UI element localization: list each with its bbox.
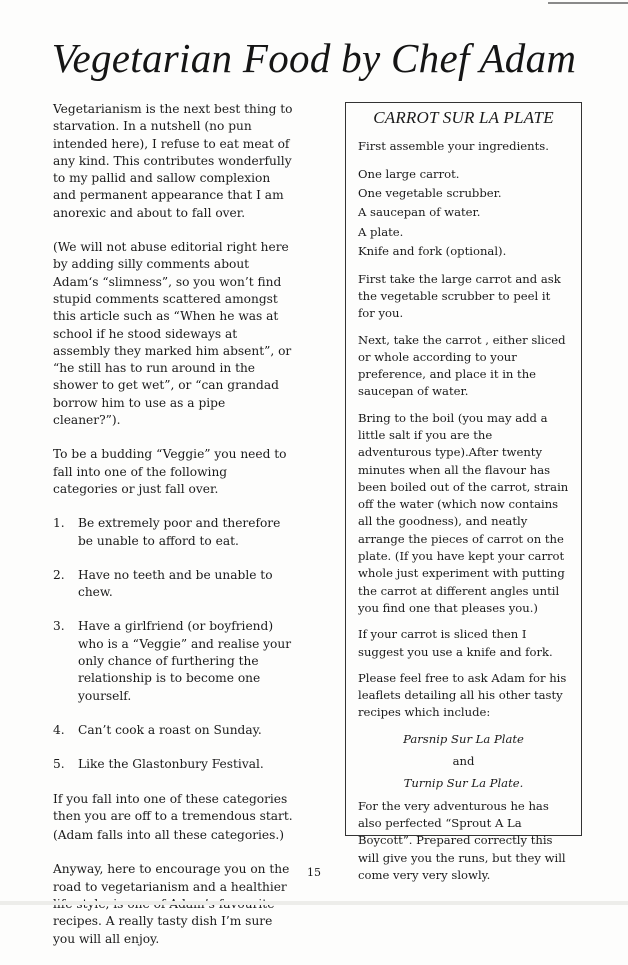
ingredients-list <box>358 165 569 262</box>
adventurous-paragraph: For the very adventurous he has also perfected “Sprout A La Boycott”. Prepared correctly this will give you the runs, but they will come very very slowly. <box>358 798 566 882</box>
recipe-step-4: If your carrot is sliced then I suggest you use a knife and fork. <box>358 627 553 659</box>
category-text: Have no teeth and be unable to chew. <box>78 567 273 600</box>
category-item <box>53 618 293 704</box>
ingredient-item: A plate. <box>358 224 404 239</box>
page-number: 15 <box>307 866 321 879</box>
category-number: 4. <box>53 722 65 737</box>
category-text: Like the Glastonbury Festival. <box>78 757 264 772</box>
leaflets-paragraph: Please feel free to ask Adam for his leaflets detailing all his other tasty recipes which include: <box>358 670 567 720</box>
page-edge-mark <box>548 2 628 4</box>
categories-list <box>53 515 293 773</box>
category-number: 1. <box>53 516 65 531</box>
category-number: 5. <box>53 757 65 772</box>
page-edge-bottom <box>0 901 628 905</box>
left-column <box>53 101 293 965</box>
categories-intro-paragraph: To be a budding “Veggie” you need to fall into one of the following categories or just fall over. <box>53 447 287 496</box>
recipe-box <box>345 102 582 882</box>
other-recipe-connector: and <box>452 754 475 769</box>
category-number: 2. <box>53 567 65 582</box>
start-note-paragraph: If you fall into one of these categories then you are off to a tremendous start. <box>53 791 293 823</box>
closing-paragraph: Anyway, here to encourage you on the road to vegetarianism and a healthier recipes. A really tasty dish I’m sure you will all enjoy. <box>53 862 290 946</box>
recipe-step-2: Next, take the carrot , either sliced or whole according to your preference, and place it in the saucepan of water. <box>358 332 566 399</box>
other-recipe-name: Turnip Sur La Plate. <box>403 776 524 791</box>
category-item <box>53 722 293 739</box>
recipe-step-3: Bring to the boil (you may add a little salt if you are the adventurous type).After twenty minutes when all the flavour has been boiled out of the carrot, strain off the water (which now contains all the goodness), and neatly arrange the pieces of carrot on the plate. (If you have kept your carrot whole just experiment with putting the carrot at different angles until you find one that pleases you.) <box>358 410 569 615</box>
category-item <box>53 515 293 550</box>
recipe-title: CARROT SUR LA PLATE <box>373 108 554 127</box>
editorial-aside-paragraph: (We will not abuse editorial right here by adding silly comments about Adam‘s “slimness”, so you won’t find stupid comments scattered amongst this article such as “When he was at school if he stood sideways at assembly they marked him absent”, or “he still has to run around in the shower to get wet”, or “can grandad borrow him to use as a pipe cleaner?”). <box>53 240 292 428</box>
intro-paragraph: Vegetarianism is the next best thing to starvation. In a nutshell (no pun intended here), I refuse to eat meat of any kind. This contributes wonderfully to my pallid and sallow complexion and permanent appearance that I am anorexic and about to fall over. <box>53 102 293 220</box>
assemble-instruction: First assemble your ingredients. <box>358 139 549 154</box>
category-text: Have a girlfriend (or boyfriend) who is a “Veggie” and realise your only chance of furthering the relationship is to become one yourself. <box>78 619 292 703</box>
category-item <box>53 567 293 602</box>
other-recipes <box>358 731 569 793</box>
category-text: Can’t cook a roast on Sunday. <box>78 722 262 737</box>
other-recipe-name: Parsnip Sur La Plate <box>403 731 524 746</box>
category-number: 3. <box>53 619 65 634</box>
article-title: Vegetarian Food by Chef Adam <box>51 35 577 81</box>
category-text: Be extremely poor and therefore be unable to afford to eat. <box>78 516 281 548</box>
adam-note-paragraph: (Adam falls into all these categories.) <box>53 828 285 843</box>
category-item <box>53 756 293 773</box>
ingredient-item: A saucepan of water. <box>358 205 481 220</box>
ingredient-item: One vegetable scrubber. <box>358 186 502 200</box>
ingredient-item: Knife and fork (optional). <box>358 244 507 259</box>
ingredient-item: One large carrot. <box>358 166 460 181</box>
recipe-step-1: First take the large carrot and ask the vegetable scrubber to peel it for you. <box>358 271 561 321</box>
